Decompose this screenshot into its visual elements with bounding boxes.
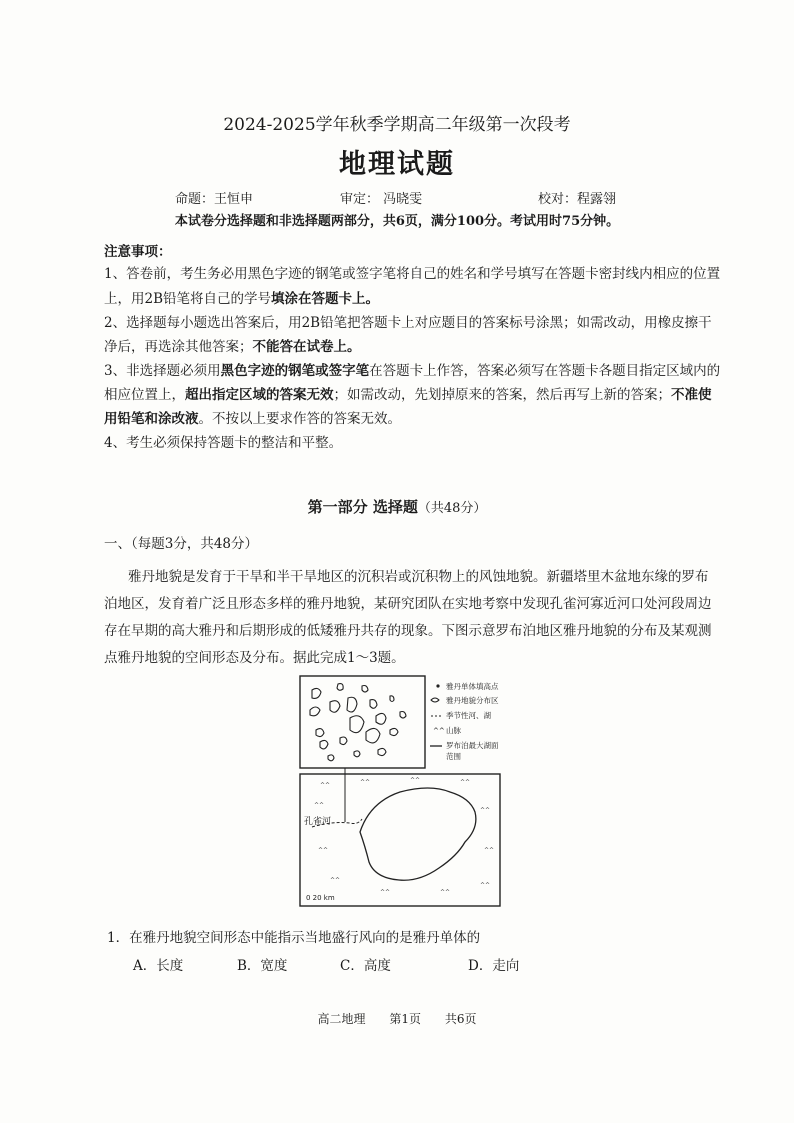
legend-item-4: 山脉 <box>446 726 461 735</box>
legend-item-3: 季节性河、湖 <box>446 711 491 720</box>
legend-mountain-icon: ^^ <box>433 727 445 735</box>
passage-line-2: 泊地区，发育着广泛且形态多样的雅丹地貌，某研究团队在实地考察中发现孔雀河寡近河口处河段周边 <box>104 596 712 612</box>
passage-line-1: 雅丹地貌是发育于干旱和半干旱地区的沉积岩或沉积物上的风蚀地貌。新疆塔里木盆地东缘的罗布 <box>128 569 709 585</box>
svg-text:^^: ^^ <box>380 889 391 896</box>
footer-subject: 高二地理 <box>317 1012 366 1026</box>
notice-item-2-line-1: 2、选择题每小题选出答案后，用2B铅笔把答题卡上对应题目的答案标号涂黑；如需改动，用橡皮擦干 <box>104 315 712 331</box>
svg-text:^^: ^^ <box>440 889 451 896</box>
legend-item-5: 罗布泊最大湖面 <box>446 741 499 750</box>
lake-boundary <box>360 788 476 880</box>
question-1-stem: 1．在雅丹地貌空间形态中能指示当地盛行风向的是雅丹单体的 <box>107 930 481 946</box>
svg-text:^^: ^^ <box>480 807 491 814</box>
svg-text:^^: ^^ <box>480 882 491 889</box>
notice-heading: 注意事项： <box>104 244 172 260</box>
proofreader: 校对：程露翎 <box>538 192 617 207</box>
svg-text:^^: ^^ <box>314 802 325 809</box>
passage-line-4: 点雅丹地貌的空间形态及分布。据此完成1～3题。 <box>104 650 405 666</box>
notice-item-2-line-2: 净后，再选涂其他答案；不能答在试卷上。 <box>104 339 361 355</box>
legend-area-icon <box>431 698 439 702</box>
svg-text:^^: ^^ <box>320 782 331 789</box>
passage-line-3: 存在早期的高大雅丹和后期形成的低矮雅丹共存的现象。下图示意罗布泊地区雅丹地貌的分布及某观测 <box>104 623 712 639</box>
notice-item-3-line-3: 用铅笔和涂改液。不按以上要求作答的答案无效。 <box>104 411 401 427</box>
exam-title: 2024-2025学年秋季学期高二年级第一次段考 <box>223 115 571 135</box>
option-c: C．高度 <box>340 958 391 974</box>
subject-title: 地理试题 <box>339 149 455 180</box>
river-label: 孔雀河 <box>304 817 332 827</box>
setter: 命题：王恒申 <box>175 192 254 207</box>
svg-text:^^: ^^ <box>318 847 329 854</box>
scale-label: 0 20 km <box>306 894 335 902</box>
option-d: D．走向 <box>468 958 520 974</box>
page-footer <box>0 1010 794 1027</box>
map-frame <box>300 774 500 906</box>
legend <box>430 681 499 761</box>
notice-item-4: 4、考生必须保持答题卡的整洁和平整。 <box>104 435 343 451</box>
mountain-symbols <box>314 777 494 896</box>
footer-total: 共6页 <box>444 1012 477 1026</box>
svg-text:^^: ^^ <box>460 779 471 786</box>
option-a: A．长度 <box>133 958 184 974</box>
legend-item-6: 范围 <box>446 752 461 761</box>
footer-page: 第1页 <box>389 1012 421 1026</box>
svg-text:^^: ^^ <box>410 777 421 784</box>
notice-item-1-line-2: 上，用2B铅笔将自己的学号填涂在答题卡上。 <box>104 291 380 307</box>
yardang-map-figure <box>290 672 520 912</box>
notice-item-3-line-2: 相应位置上，超出指定区域的答案无效；如需改动，先划掉原来的答案，然后再写上新的答案；不准使 <box>104 387 712 403</box>
legend-item-1: 雅丹单体填高点 <box>446 682 499 691</box>
notice-item-1-line-1: 1、答卷前，考生务必用黑色字迹的钢笔或签字笔将自己的姓名和学号填写在答题卡密封线内相应的位置 <box>104 266 721 282</box>
question-group-heading: 一、（每题3分，共48分） <box>104 536 259 552</box>
svg-text:^^: ^^ <box>484 847 495 854</box>
svg-text:^^: ^^ <box>330 877 341 884</box>
legend-point-icon <box>436 684 439 687</box>
yardang-shapes <box>310 684 406 761</box>
notice-item-3-line-1: 3、非选择题必须用黑色字迹的钢笔或签字笔在答题卡上作答，答案必须写在答题卡各题目指定区域内的 <box>104 363 721 379</box>
exam-intro: 本试卷分选择题和非选择题两部分，共6页，满分100分。考试用时75分钟。 <box>174 214 620 229</box>
option-b: B．宽度 <box>237 958 288 974</box>
section-heading: 第一部分 选择题（共48分） <box>307 498 487 516</box>
svg-text:^^: ^^ <box>360 779 371 786</box>
reviewer: 审定： 冯晓雯 <box>340 192 423 207</box>
legend-item-2: 雅丹地貌分布区 <box>446 696 499 705</box>
